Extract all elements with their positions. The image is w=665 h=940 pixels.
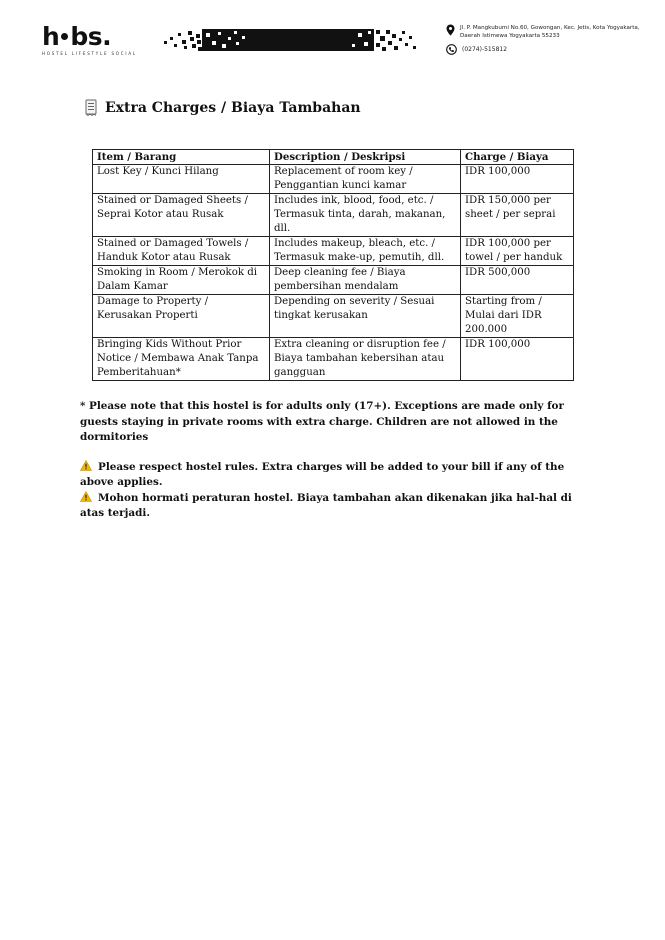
charge-cell: Starting from / Mulai dari IDR 200.000: [461, 295, 574, 338]
title-text: Extra Charges / Biaya Tambahan: [105, 99, 361, 116]
phone-text: (0274)-515812: [462, 46, 508, 53]
description-cell: Depending on severity / Sesuai tingkat kerusakan: [270, 295, 461, 338]
charge-cell: IDR 500,000: [461, 266, 574, 295]
description-cell: Replacement of room key / Penggantian kunci kamar: [270, 165, 461, 194]
warning-icon: [80, 491, 92, 502]
table-header-row: [93, 150, 574, 165]
address-text: Jl. P. Mangkubumi No.60, Gowongan, Kec. Jetis, Kota Yogyakarta, Daerah Istimewa Yogyakarta 55233: [460, 25, 640, 39]
logo-text-left: h: [42, 22, 60, 51]
description-cell: Extra cleaning or disruption fee / Biaya tambahan kebersihan atau gangguan: [270, 338, 461, 381]
hubs-logo: [42, 24, 137, 56]
respect-rules-text-id: Mohon hormati peraturan hostel. Biaya tambahan akan dikenakan jika hal-hal di atas terjadi.: [80, 491, 572, 519]
respect-rules-text-en: Please respect hostel rules. Extra charges will be added to your bill if any of the above applies.: [80, 460, 565, 488]
table-row: [93, 194, 574, 237]
charge-cell: IDR 100,000: [461, 338, 574, 381]
phone-icon: [446, 44, 457, 55]
table-row: [93, 237, 574, 266]
notes-section: [80, 399, 590, 522]
decorative-pixel-banner: [162, 27, 422, 53]
phone-row: [446, 44, 658, 55]
extra-charges-table: [92, 149, 574, 381]
item-cell: Stained or Damaged Towels / Handuk Kotor atau Rusak: [93, 237, 270, 266]
table-row: [93, 165, 574, 194]
table-row: [93, 295, 574, 338]
respect-rules-note-id: [80, 491, 590, 522]
logo-dot: [61, 33, 68, 40]
description-cell: Includes ink, blood, food, etc. / Termasuk tinta, darah, makanan, dll.: [270, 194, 461, 237]
respect-rules-note-en: [80, 460, 590, 491]
item-cell: Bringing Kids Without Prior Notice / Membawa Anak Tanpa Pemberitahuan*: [93, 338, 270, 381]
description-cell: Deep cleaning fee / Biaya pembersihan mendalam: [270, 266, 461, 295]
item-cell: Stained or Damaged Sheets / Seprai Kotor atau Rusak: [93, 194, 270, 237]
item-cell: Lost Key / Kunci Hilang: [93, 165, 270, 194]
page-title: [85, 99, 361, 116]
adults-only-note: * Please note that this hostel is for adults only (17+). Exceptions are made only for guests staying in private rooms with extra charge. Children are not allowed in the dormitories: [80, 400, 564, 443]
letterhead: [0, 0, 665, 70]
item-cell: Smoking in Room / Merokok di Dalam Kamar: [93, 266, 270, 295]
logo-text-right: bs.: [70, 22, 112, 51]
column-header-item: Item / Barang: [93, 150, 270, 165]
logo-tagline: HOSTEL LIFESTYLE SOCIAL: [42, 51, 137, 56]
item-cell: Damage to Property / Kerusakan Properti: [93, 295, 270, 338]
charge-cell: IDR 100,000: [461, 165, 574, 194]
logo-wordmark: [42, 24, 137, 50]
receipt-icon: [85, 99, 97, 116]
column-header-charge: Charge / Biaya: [461, 150, 574, 165]
contact-block: [446, 24, 658, 59]
map-pin-icon: [446, 24, 455, 36]
charge-cell: IDR 150,000 per sheet / per seprai: [461, 194, 574, 237]
description-cell: Includes makeup, bleach, etc. / Termasuk make-up, pemutih, dll.: [270, 237, 461, 266]
warning-icon: [80, 460, 92, 471]
charge-cell: IDR 100,000 per towel / per handuk: [461, 237, 574, 266]
column-header-description: Description / Deskripsi: [270, 150, 461, 165]
table-row: [93, 338, 574, 381]
table-row: [93, 266, 574, 295]
address-row: [446, 24, 658, 40]
